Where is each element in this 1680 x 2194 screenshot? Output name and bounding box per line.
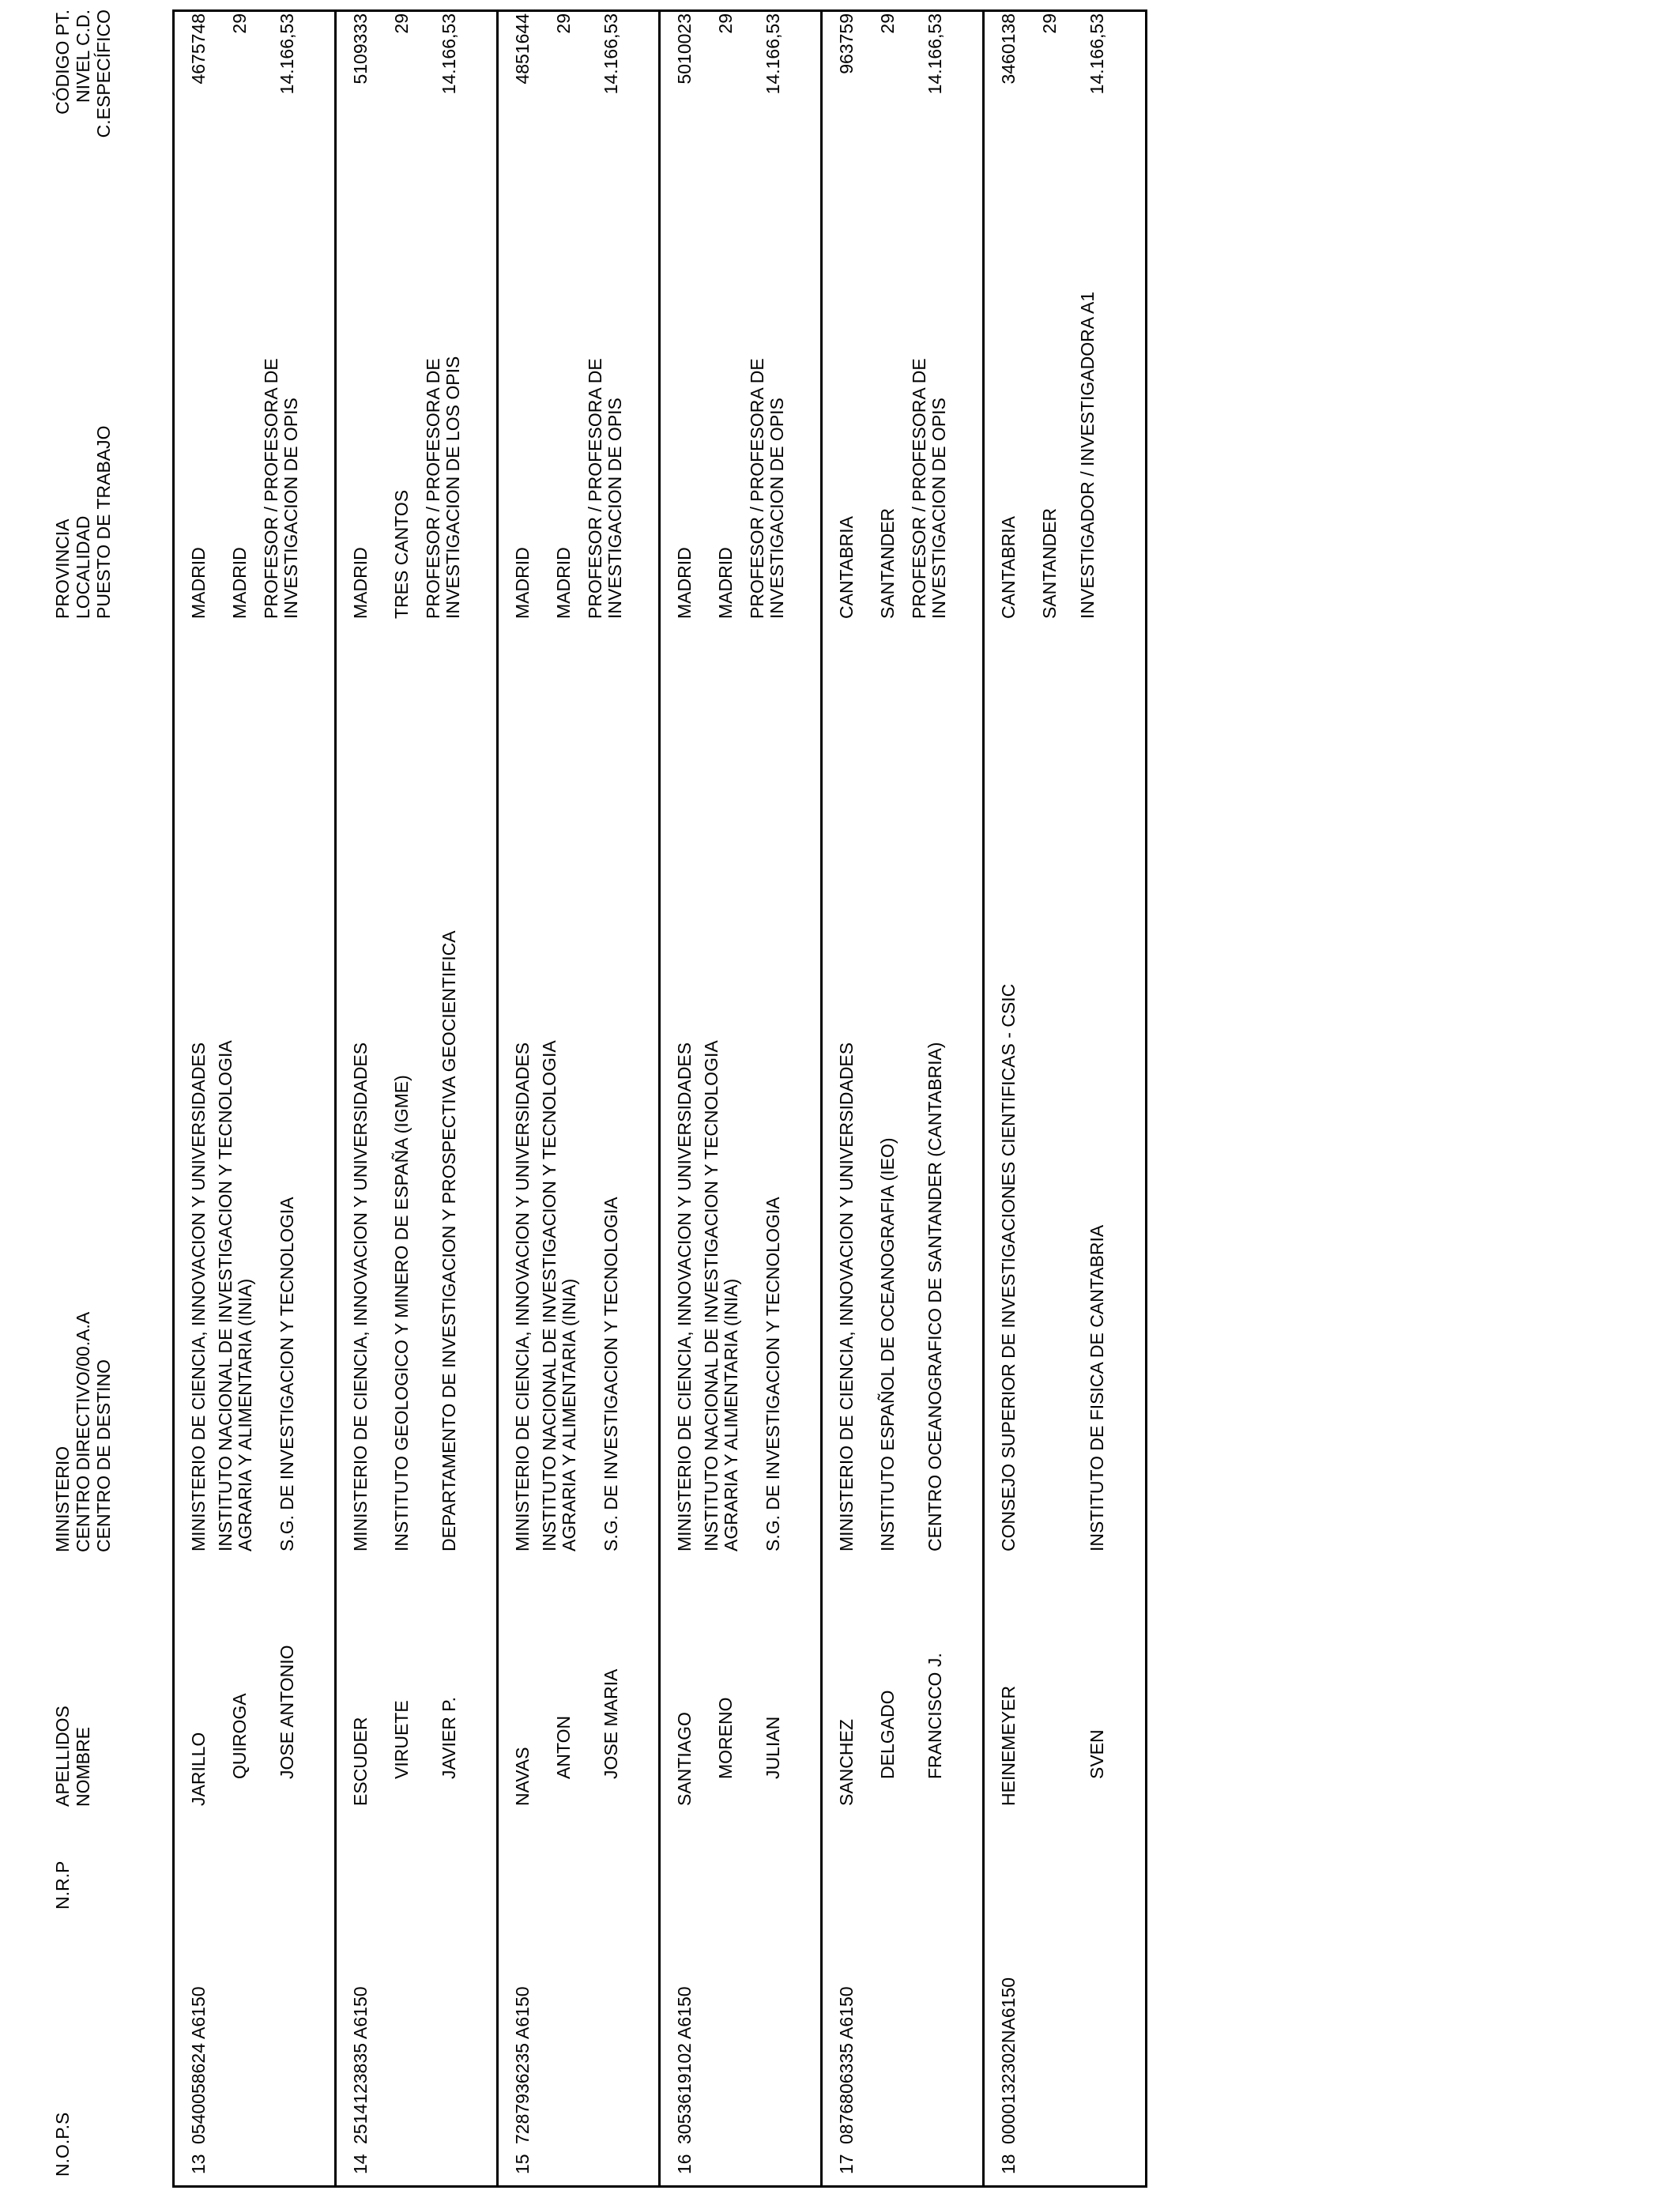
cell-provincia: CANTABRIA [836,516,857,619]
header-centro-destino-label: CENTRO DE DESTINO [93,1359,114,1552]
cell-centro-destino: S.G. DE INVESTIGACION Y TECNOLOGIA [601,1197,621,1551]
header-nops [52,2113,73,2177]
cell-apellido1: NAVAS [512,1747,533,1806]
header-apellidos-nombre [52,1706,93,1807]
cell-especifico: 14.166,53 [763,13,783,95]
cell-nops: 13 [188,2154,209,2174]
cell-centro-directivo: INSTITUTO ESPAÑOL DE OCEANOGRAFIA (IEO) [877,1137,898,1551]
table-row [499,12,661,2185]
cell-provincia: MADRID [674,547,695,619]
cell-centro-destino: CENTRO OCEANOGRAFICO DE SANTANDER (CANTABRIA) [925,1042,945,1551]
cell-nrp: 7287936235 A6150 [512,1986,533,2144]
table-row [337,12,499,2185]
header-ministerio-label: MINISTERIO [52,1446,73,1552]
cell-provincia: CANTABRIA [998,516,1019,619]
cell-localidad: TRES CANTOS [391,489,412,619]
cell-nrp: 0876806335 A6150 [836,1986,857,2144]
cell-puesto: PROFESOR / PROFESORA DE INVESTIGACION DE OPIS [585,358,625,619]
cell-ministerio: CONSEJO SUPERIOR DE INVESTIGACIONES CIENTIFICAS - CSIC [998,983,1019,1551]
cell-centro-directivo: INSTITUTO NACIONAL DE INVESTIGACION Y TECNOLOGIA AGRARIA Y ALIMENTARIA (INIA) [539,1041,579,1551]
cell-localidad: SANTANDER [877,507,898,619]
cell-ministerio: MINISTERIO DE CIENCIA, INNOVACION Y UNIVERSIDADES [350,1042,371,1551]
header-nrp-label: N.R.P [52,1860,73,1909]
cell-nivel: 29 [553,13,574,34]
cell-nops: 14 [350,2154,371,2174]
header-codigo-label: CÓDIGO PT. [52,9,73,115]
header-localidad-label: LOCALIDAD [73,515,93,619]
cell-centro-destino: S.G. DE INVESTIGACION Y TECNOLOGIA [277,1197,297,1551]
cell-nombre: FRANCISCO J. [925,1653,945,1779]
cell-apellido1: SANCHEZ [836,1719,857,1806]
header-nombre-label: NOMBRE [73,1727,93,1807]
cell-apellido2: VIRUETE [391,1700,412,1779]
header-apellidos-label: APELLIDOS [52,1706,73,1807]
header-codigo-nivel-especifico [52,9,114,171]
cell-nops: 18 [998,2154,1019,2174]
cell-puesto: PROFESOR / PROFESORA DE INVESTIGACION DE LOS OPIS [423,356,463,619]
cell-centro-directivo: INSTITUTO GEOLOGICO Y MINERO DE ESPAÑA (IGME) [391,1075,412,1551]
cell-ministerio: MINISTERIO DE CIENCIA, INNOVACION Y UNIVERSIDADES [836,1042,857,1551]
cell-especifico: 14.166,53 [925,13,945,95]
cell-nrp: 0540058624 A6150 [188,1986,209,2144]
header-nrp [52,1861,73,1909]
cell-centro-destino: DEPARTAMENTO DE INVESTIGACION Y PROSPECTIVA GEOCIENTIFICA [439,930,459,1551]
cell-puesto: PROFESOR / PROFESORA DE INVESTIGACION DE OPIS [261,358,301,619]
cell-especifico: 14.166,53 [601,13,621,95]
header-provincia-label: PROVINCIA [52,518,73,619]
cell-nivel: 29 [1039,13,1060,34]
cell-nrp: 0000132302NA6150 [998,1977,1019,2144]
cell-nombre: JOSE MARIA [601,1668,621,1779]
cell-puesto: INVESTIGADOR / INVESTIGADORA A1 [1077,291,1098,619]
personnel-table [172,9,1147,2188]
header-nivel-label: NIVEL C.D. [73,9,93,104]
cell-centro-directivo: INSTITUTO NACIONAL DE INVESTIGACION Y TECNOLOGIA AGRARIA Y ALIMENTARIA (INIA) [215,1041,255,1551]
cell-nivel: 29 [715,13,736,34]
table-row [985,12,1147,2185]
cell-provincia: MADRID [512,547,533,619]
cell-especifico: 14.166,53 [439,13,459,95]
cell-puesto: PROFESOR / PROFESORA DE INVESTIGACION DE OPIS [909,358,949,619]
header-nops-label: N.O.P.S [52,2112,73,2177]
cell-apellido2: MORENO [715,1697,736,1779]
cell-nivel: 29 [877,13,898,34]
cell-apellido2: ANTON [553,1715,574,1779]
cell-nops: 15 [512,2154,533,2174]
cell-nombre: JAVIER P. [439,1697,459,1779]
header-puesto-label: PUESTO DE TRABAJO [93,425,114,619]
header-centro-directivo-label: CENTRO DIRECTIVO/00.A.A [73,1311,93,1552]
cell-nivel: 29 [391,13,412,34]
cell-apellido1: JARILLO [188,1732,209,1806]
cell-codigo: 5109333 [350,13,371,85]
cell-codigo: 4851644 [512,13,533,85]
cell-localidad: MADRID [229,547,250,619]
cell-localidad: SANTANDER [1039,507,1060,619]
table-row [823,12,985,2185]
cell-provincia: MADRID [188,547,209,619]
cell-especifico: 14.166,53 [1087,13,1107,95]
cell-nombre: JULIAN [763,1716,783,1779]
cell-centro-directivo: INSTITUTO NACIONAL DE INVESTIGACION Y TECNOLOGIA AGRARIA Y ALIMENTARIA (INIA) [701,1041,741,1551]
cell-nombre: SVEN [1087,1729,1107,1779]
cell-codigo: 3460138 [998,13,1019,85]
cell-ministerio: MINISTERIO DE CIENCIA, INNOVACION Y UNIVERSIDADES [188,1042,209,1551]
cell-centro-destino: INSTITUTO DE FISICA DE CANTABRIA [1087,1224,1107,1551]
cell-codigo: 5010023 [674,13,695,85]
cell-nops: 16 [674,2154,695,2174]
cell-ministerio: MINISTERIO DE CIENCIA, INNOVACION Y UNIVERSIDADES [512,1042,533,1551]
cell-nivel: 29 [229,13,250,34]
header-provincia-localidad-puesto [52,425,114,619]
cell-puesto: PROFESOR / PROFESORA DE INVESTIGACION DE OPIS [747,358,787,619]
table-row [175,12,337,2185]
header-especifico-label: C.ESPECÍFICO [93,9,114,138]
cell-apellido1: HEINEMEYER [998,1685,1019,1806]
cell-localidad: MADRID [553,547,574,619]
table-row [661,12,823,2185]
header-ministerio-centros [52,1312,114,1552]
cell-ministerio: MINISTERIO DE CIENCIA, INNOVACION Y UNIVERSIDADES [674,1042,695,1551]
cell-localidad: MADRID [715,547,736,619]
cell-codigo: 4675748 [188,13,209,85]
cell-provincia: MADRID [350,547,371,619]
cell-nombre: JOSE ANTONIO [277,1645,297,1779]
cell-centro-destino: S.G. DE INVESTIGACION Y TECNOLOGIA [763,1197,783,1551]
cell-apellido1: SANTIAGO [674,1712,695,1806]
cell-apellido2: QUIROGA [229,1693,250,1779]
cell-apellido2: DELGADO [877,1690,898,1779]
cell-nrp: 2514123835 A6150 [350,1986,371,2144]
cell-especifico: 14.166,53 [277,13,297,95]
cell-nrp: 3053619102 A6150 [674,1986,695,2144]
cell-codigo: 963759 [836,13,857,74]
cell-nops: 17 [836,2154,857,2174]
cell-apellido1: ESCUDER [350,1717,371,1806]
